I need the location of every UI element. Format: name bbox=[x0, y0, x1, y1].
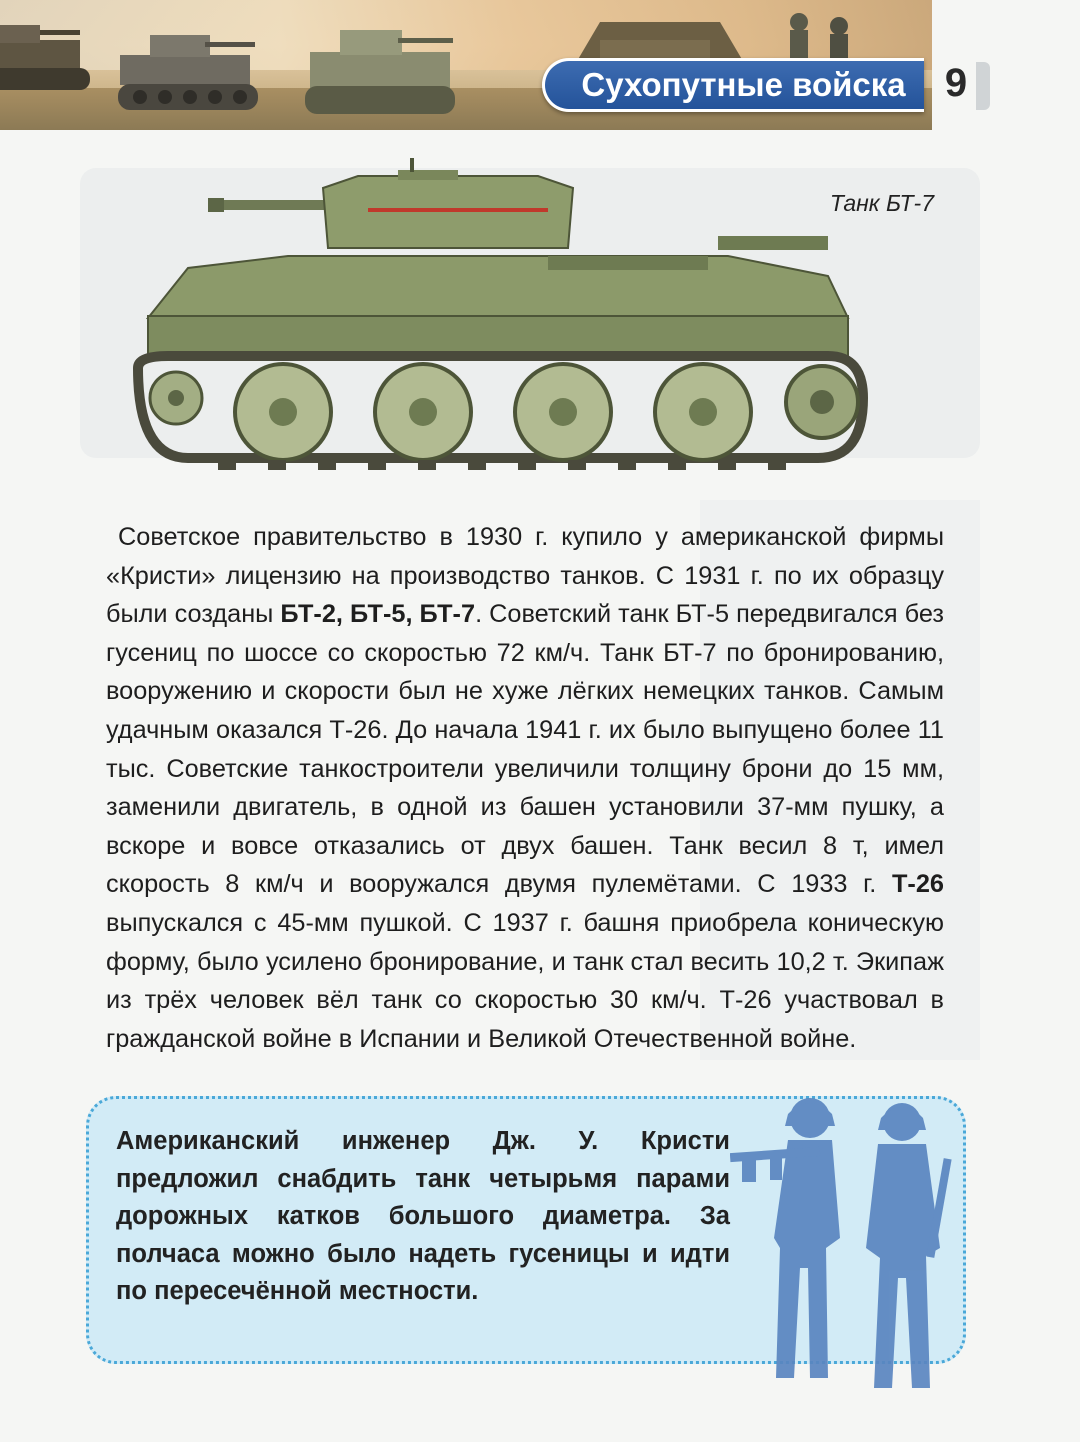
tank-road-wheels bbox=[235, 364, 751, 460]
header-tank-1-icon bbox=[0, 25, 90, 90]
tank-sprocket-hub bbox=[810, 390, 834, 414]
article-text-3: выпускался с 45-мм пушкой. С 1937 г. башня приобрела коническую форму, было усилено бронирование, и танк стал весить 10,2 т. Экипаж из трёх человек вёл танк со скоростью 30 км/ч. Т-26 участвовал в гражданской войне в Испании и Великой Отечественной войне. bbox=[106, 908, 944, 1053]
tank-bt7-illustration bbox=[128, 158, 870, 488]
article-text-1: Советское правительство в 1930 г. купило у американской фирмы «Кристи» лицензию на производство танков. С 1931 г. по их образцу были созданы bbox=[106, 523, 944, 629]
tank-antenna bbox=[410, 158, 414, 172]
header-tank-3-icon bbox=[305, 30, 455, 114]
tank-caption: Танк БТ-7 bbox=[829, 190, 934, 216]
fact-box-text: Американский инженер Дж. У. Кристи предложил снабдить танк четырьмя парами дорожных катков большого диаметра. За полчаса можно было надеть гусеницы и идти по пересечённой местности. bbox=[116, 1127, 730, 1305]
article-paragraph bbox=[106, 518, 944, 1058]
soldiers-silhouette-icon bbox=[730, 1078, 970, 1408]
tank-gun-barrel bbox=[218, 200, 338, 210]
tank-exhaust bbox=[718, 236, 828, 250]
article-body bbox=[106, 518, 944, 1058]
section-title-badge bbox=[542, 58, 924, 112]
tank-hatch bbox=[398, 170, 458, 180]
article-text-2: . Советский танк БТ-5 передвигался без гусениц по шоссе со скоростью 72 км/ч. Танк БТ-7 по бронированию, вооружению и скорости был не хуже лёгких немецких танков. Самым удачным оказался Т-26. До начала 1941 г. их было выпущено более 11 тыс. Советские танкостроители увеличили толщину брони до 15 мм, заменили двигатель, в одной из башен установили 37-мм пушку, а вскоре и вовсе отказались от двух башен. Танк весил 8 т, имел скорость 8 км/ч и вооружался двумя пулемётами. С 1933 г. bbox=[106, 600, 944, 899]
article-bold-t26: Т-26 bbox=[891, 870, 944, 899]
article-bold-models: БТ-2, БТ-5, БТ-7 bbox=[280, 600, 476, 629]
page-edge-tab bbox=[976, 62, 990, 110]
header-tank-2-icon bbox=[118, 35, 258, 110]
tank-hull-side bbox=[148, 316, 848, 356]
tank-engine-deck bbox=[548, 256, 708, 270]
tank-muzzle bbox=[208, 198, 224, 212]
tank-turret-stripe bbox=[368, 208, 548, 212]
tank-hull-top bbox=[148, 256, 848, 318]
page-number: 9 bbox=[944, 60, 968, 105]
section-title: Сухопутные войска bbox=[581, 66, 906, 103]
tank-idler-hub bbox=[168, 390, 184, 406]
